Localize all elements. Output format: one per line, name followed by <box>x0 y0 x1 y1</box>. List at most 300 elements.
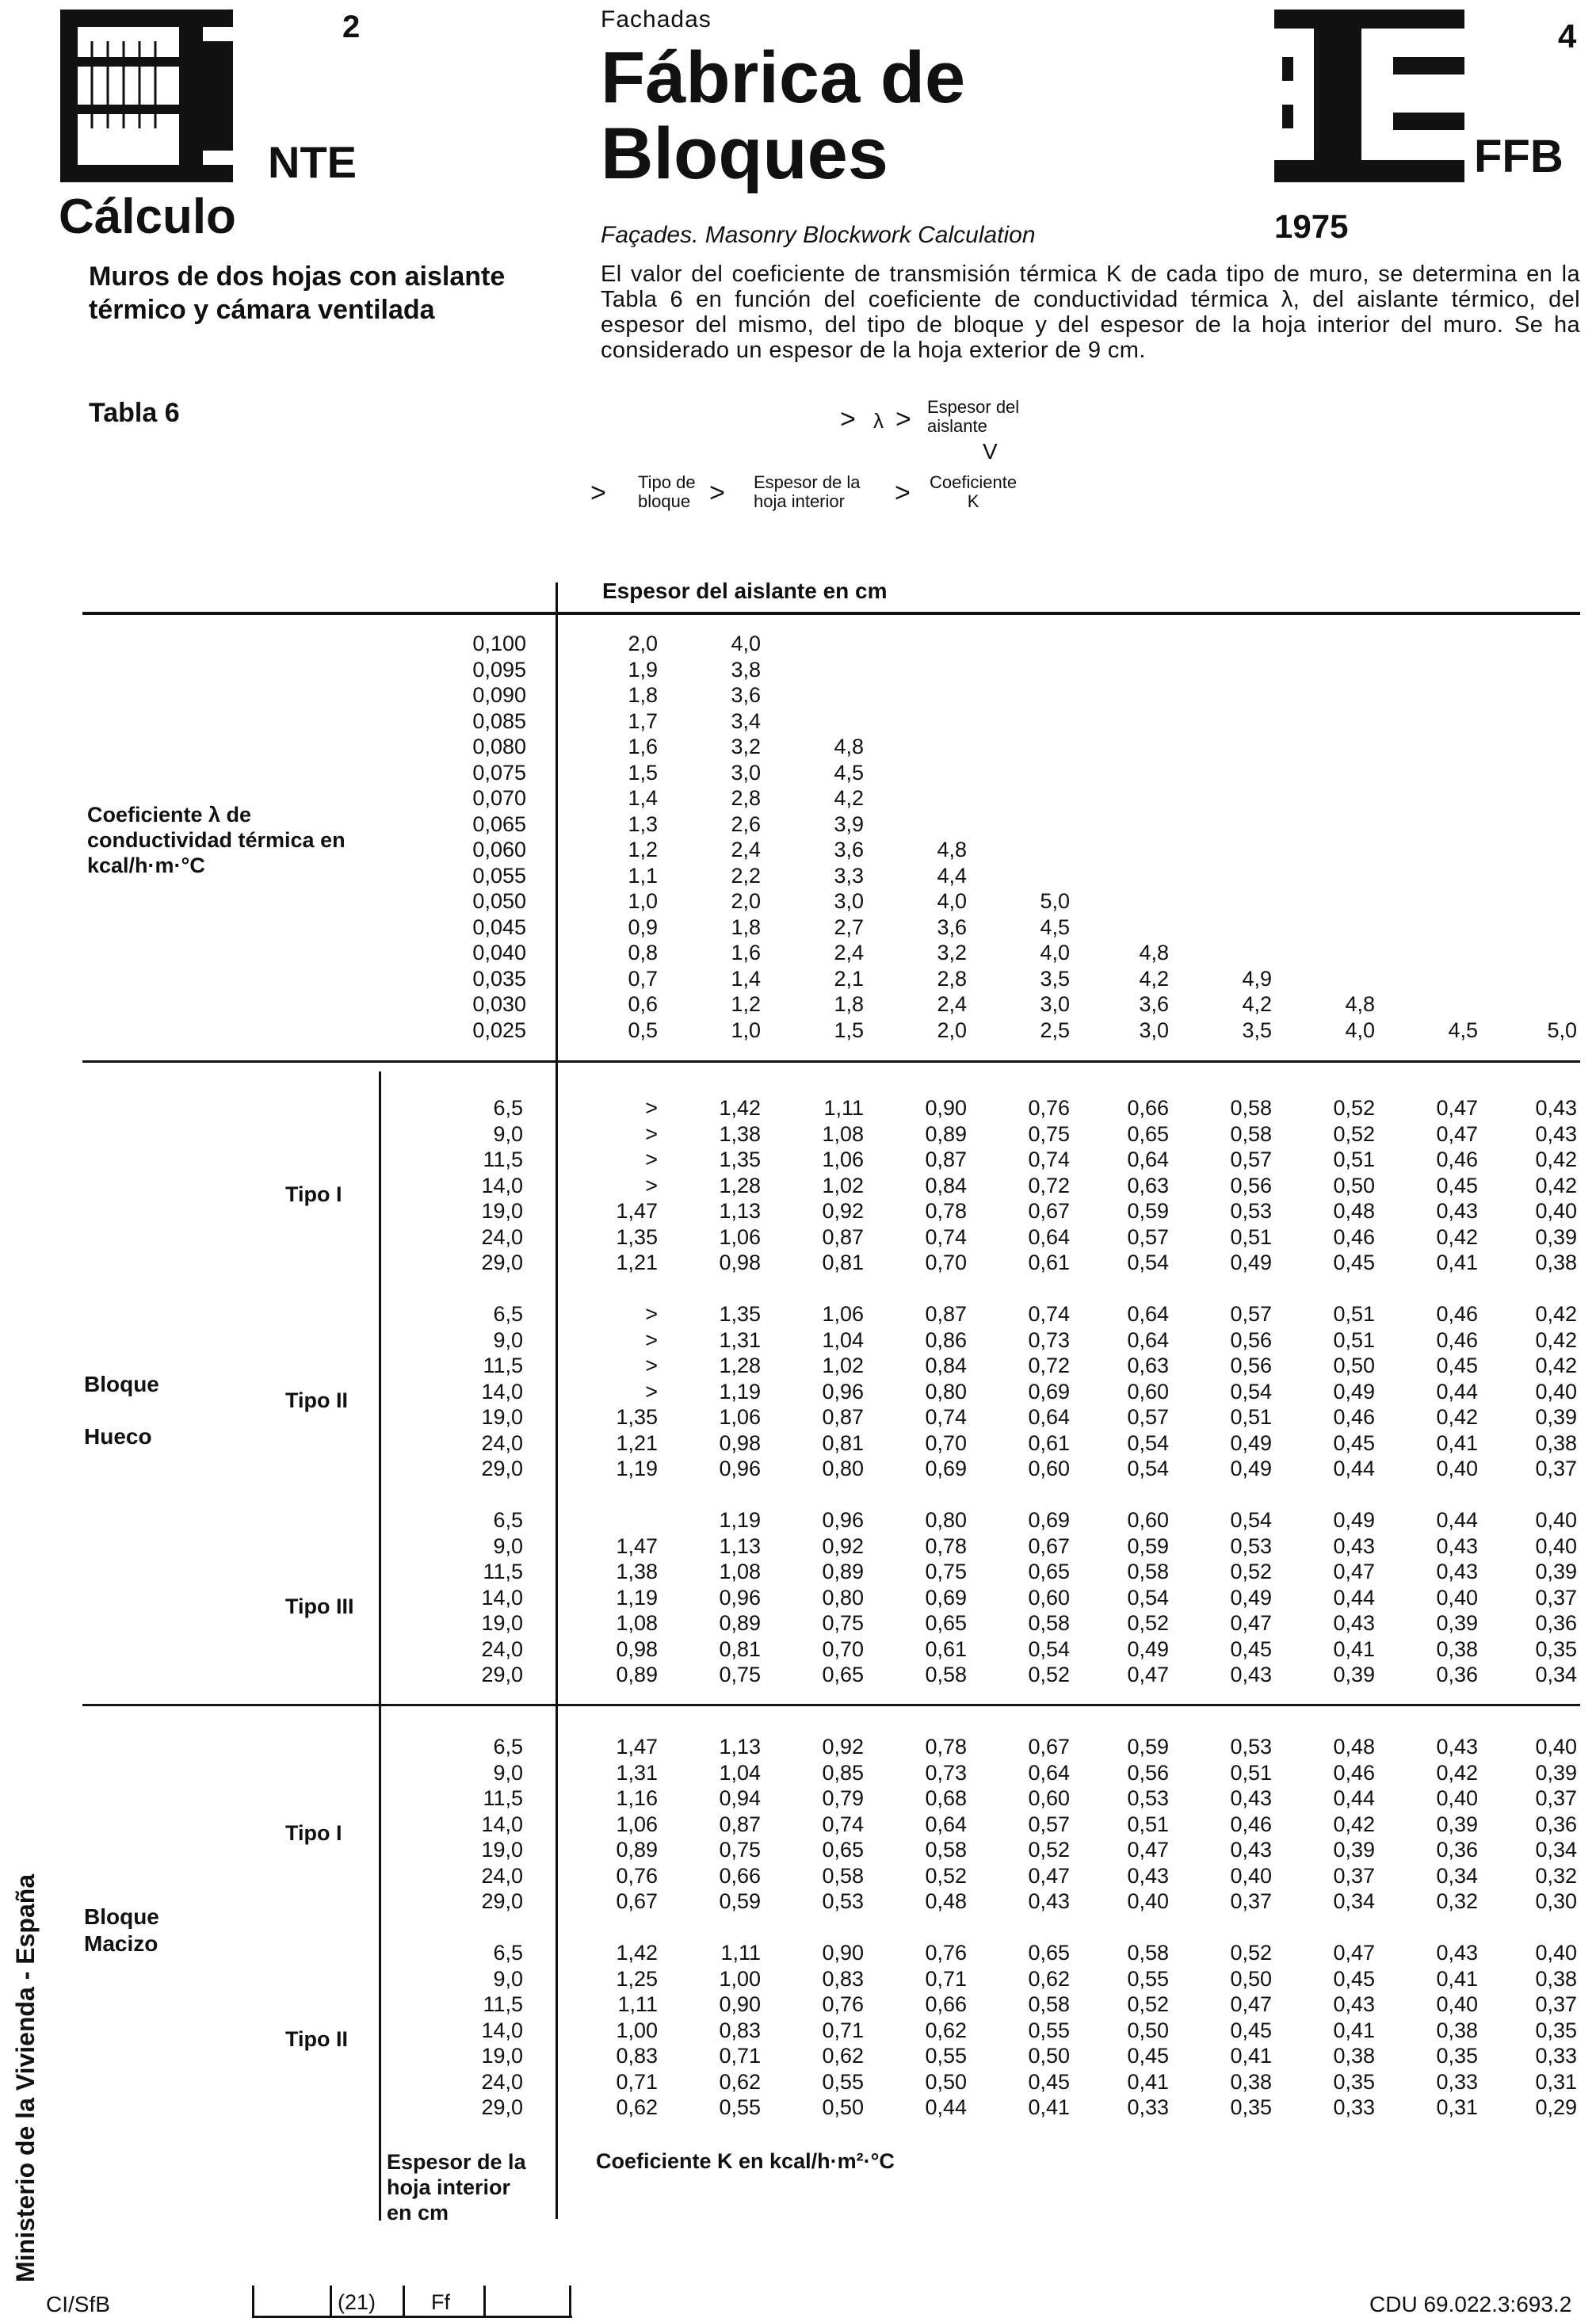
k-value-cell: 0,56 <box>1230 1327 1272 1352</box>
k-value-cell: 0,47 <box>1127 1663 1169 1686</box>
k-value-cell: 0,76 <box>925 1941 967 1965</box>
insulation-thickness-cell: 3,4 <box>731 708 761 733</box>
inner-thickness-value: 6,5 <box>493 1508 523 1532</box>
k-value-cell: 0,39 <box>1535 1405 1577 1429</box>
k-value-cell: 1,06 <box>719 1224 761 1249</box>
k-value-cell: 0,73 <box>925 1760 967 1785</box>
k-value-cell: 0,39 <box>1436 1611 1478 1635</box>
k-value-cell: 0,54 <box>1230 1508 1272 1532</box>
k-value-cell: 0,53 <box>1127 1786 1169 1810</box>
k-value-cell: 0,76 <box>1028 1096 1070 1120</box>
k-value-cell: 0,58 <box>1028 1992 1070 2016</box>
k-value-cell: 0,38 <box>1230 2069 1272 2094</box>
flow-coef: Coeficiente K <box>930 472 1018 511</box>
k-value-cell: 0,51 <box>1333 1148 1375 1171</box>
k-value-cell: 0,68 <box>925 1786 967 1810</box>
k-value-cell: 0,50 <box>1333 1354 1375 1377</box>
k-value-cell: 0,29 <box>1535 2095 1577 2119</box>
k-value-cell: 0,42 <box>1535 1327 1577 1352</box>
k-value-cell: 0,47 <box>1436 1121 1478 1146</box>
k-value-cell: 0,52 <box>1127 1611 1169 1635</box>
k-value-cell: 0,90 <box>719 1992 761 2016</box>
k-value-cell: 0,53 <box>1230 1735 1272 1759</box>
k-value-cell: 0,60 <box>1028 1457 1070 1480</box>
insulation-thickness-cell: 2,4 <box>731 838 761 861</box>
inner-thickness-value: 14,0 <box>481 1812 523 1836</box>
k-value-cell: 0,41 <box>1230 2044 1272 2068</box>
k-value-cell: 0,45 <box>1436 1173 1478 1197</box>
k-value-cell: 0,64 <box>1127 1148 1169 1171</box>
k-value-cell: 0,62 <box>1028 1966 1070 1991</box>
k-value-cell: 1,38 <box>719 1121 761 1146</box>
k-value-cell: 0,44 <box>1333 1786 1375 1810</box>
k-value-cell: 0,59 <box>1127 1735 1169 1759</box>
k-value-cell: 0,46 <box>1333 1760 1375 1785</box>
k-value-cell: 0,54 <box>1230 1379 1272 1404</box>
k-value-cell: 0,57 <box>1127 1405 1169 1429</box>
k-value-cell: 0,38 <box>1535 1430 1577 1455</box>
k-value-cell: 0,48 <box>1333 1735 1375 1759</box>
k-value-cell: 0,52 <box>1028 1663 1070 1686</box>
k-value-cell: 0,42 <box>1535 1354 1577 1377</box>
k-value-cell: 0,37 <box>1535 1786 1577 1810</box>
insulation-thickness-cell: 1,9 <box>628 657 658 682</box>
k-value-cell: 0,58 <box>925 1838 967 1862</box>
tipo-label: Tipo II <box>285 2027 348 2051</box>
k-value-cell: 0,69 <box>925 1585 967 1610</box>
k-value-cell: 0,51 <box>1333 1302 1375 1326</box>
k-value-cell: 0,47 <box>1230 1992 1272 2016</box>
k-value-cell: 0,55 <box>822 2069 864 2094</box>
insulation-thickness-cell: 1,1 <box>628 863 658 888</box>
k-value-cell: 0,60 <box>1127 1508 1169 1532</box>
k-value-cell: 0,51 <box>1230 1224 1272 1249</box>
insulation-thickness-cell: 4,5 <box>1448 1018 1478 1042</box>
k-value-cell: 0,40 <box>1127 1889 1169 1913</box>
insulation-thickness-cell: 4,5 <box>1040 915 1070 939</box>
lambda-label: Coeficiente λ de conductividad térmica en kcal/h·m·°C <box>87 803 346 877</box>
insulation-thickness-cell: 1,5 <box>628 760 658 785</box>
inner-thickness-value: 19,0 <box>481 1199 523 1223</box>
k-value-cell: 0,43 <box>1436 1735 1478 1759</box>
k-value-cell: 0,98 <box>719 1430 761 1455</box>
cisfb-ff: Ff <box>431 2290 450 2314</box>
k-value-cell: 0,40 <box>1436 1457 1478 1480</box>
k-value-cell: 0,47 <box>1230 1611 1272 1635</box>
k-value-cell: 0,61 <box>1028 1251 1070 1274</box>
ffb-logo <box>1274 10 1464 182</box>
k-value-cell: 0,42 <box>1535 1148 1577 1171</box>
k-value-cell: 0,52 <box>1127 1992 1169 2016</box>
chevron-right-icon: > <box>895 404 911 434</box>
k-value-cell: 0,80 <box>925 1379 967 1404</box>
insulation-thickness-cell: 4,0 <box>1040 941 1070 964</box>
insulation-thickness-cell: 2,0 <box>731 889 761 913</box>
tipo-divider-vertical <box>379 1071 381 2221</box>
chevron-right-icon: > <box>590 478 606 508</box>
k-value-cell: 1,06 <box>719 1405 761 1429</box>
k-value-cell: 0,80 <box>822 1457 864 1480</box>
k-value-cell: 0,45 <box>1127 2044 1169 2068</box>
k-value-cell: 0,46 <box>1436 1327 1478 1352</box>
inner-thickness-value: 6,5 <box>493 1735 523 1759</box>
k-value-cell: 0,41 <box>1028 2095 1070 2119</box>
inner-thickness-value: 11,5 <box>483 1560 523 1583</box>
k-value-cell: 1,31 <box>719 1327 761 1352</box>
k-value-cell: 0,51 <box>1230 1405 1272 1429</box>
k-value-cell: 0,30 <box>1535 1889 1577 1913</box>
k-value-cell: 0,96 <box>822 1379 864 1404</box>
k-value-cell: 0,52 <box>925 1863 967 1888</box>
k-value-cell: 0,49 <box>1230 1251 1272 1274</box>
k-value-cell: 0,71 <box>925 1966 967 1991</box>
insulation-thickness-cell: 2,5 <box>1040 1018 1070 1042</box>
inner-thickness-value: 9,0 <box>493 1121 523 1146</box>
k-value-cell: 0,46 <box>1436 1302 1478 1326</box>
inner-thickness-value: 29,0 <box>481 2095 523 2119</box>
k-value-cell: 0,53 <box>822 1889 864 1913</box>
insulation-thickness-cell: 1,6 <box>731 941 761 964</box>
k-value-cell: 0,39 <box>1333 1838 1375 1862</box>
k-value-cell: 1,13 <box>719 1533 761 1558</box>
k-value-cell: 0,43 <box>1028 1889 1070 1913</box>
k-value-cell: 1,02 <box>822 1173 864 1197</box>
k-value-cell: 0,49 <box>1333 1508 1375 1532</box>
subtitle: Muros de dos hojas con aislante térmico y cámara ventilada <box>89 262 506 325</box>
insulation-thickness-cell: 3,6 <box>834 838 864 861</box>
k-value-cell: 0,40 <box>1436 1786 1478 1810</box>
insulation-thickness-cell: 2,1 <box>834 966 864 991</box>
insulation-thickness-cell: 2,8 <box>731 786 761 810</box>
k-value-cell: 0,35 <box>1535 1636 1577 1661</box>
k-value-cell: 0,65 <box>1028 1941 1070 1965</box>
k-value-cell: 0,41 <box>1333 1636 1375 1661</box>
k-value-cell: 0,87 <box>719 1812 761 1836</box>
k-value-cell: 0,37 <box>1535 1992 1577 2016</box>
k-value-cell: 0,42 <box>1333 1812 1375 1836</box>
k-value-cell: 0,60 <box>1028 1585 1070 1610</box>
k-value-cell: 0,51 <box>1230 1760 1272 1785</box>
k-value-cell: 0,36 <box>1436 1838 1478 1862</box>
k-value-cell: 0,46 <box>1333 1405 1375 1429</box>
k-value-cell: 0,92 <box>822 1533 864 1558</box>
k-value-cell: 0,47 <box>1028 1863 1070 1888</box>
k-value-cell: 0,38 <box>1535 1966 1577 1991</box>
k-value-cell: 0,40 <box>1436 1992 1478 2016</box>
chevron-right-icon: > <box>840 404 856 434</box>
inner-thickness-value: 29,0 <box>481 1457 523 1480</box>
k-value-cell: 0,75 <box>1028 1121 1070 1146</box>
description: El valor del coeficiente de transmisión térmica K de cada tipo de muro, se determina en la Tabla 6 en función del coeficiente de conductividad térmica λ, del aislante térmico, del espesor del mismo, del tipo de bloque y del espesor de la hoja interior del muro. Se ha considerado un espesor de la hoja exterior de 9 cm. <box>601 262 1580 363</box>
k-value-cell: 0,89 <box>925 1121 967 1146</box>
k-value-cell: 0,94 <box>719 1786 761 1810</box>
k-value-cell: 0,38 <box>1535 1251 1577 1274</box>
insulation-thickness-cell: 4,8 <box>834 735 864 758</box>
k-value-cell: 1,11 <box>617 1992 658 2016</box>
k-value-cell: 0,34 <box>1535 1663 1577 1686</box>
lambda-value: 0,040 <box>472 941 526 964</box>
insulation-thickness-cell: 1,8 <box>628 683 658 707</box>
k-value-cell: 0,34 <box>1333 1889 1375 1913</box>
k-value-cell: 0,43 <box>1333 1611 1375 1635</box>
rule-hueco-bottom <box>82 1704 1580 1706</box>
k-value-cell: 0,42 <box>1535 1302 1577 1326</box>
k-value-cell: 0,59 <box>1127 1199 1169 1223</box>
inner-thickness-value: 14,0 <box>481 2018 523 2042</box>
inner-thickness-value: 9,0 <box>493 1327 523 1352</box>
k-value-cell: 0,50 <box>1230 1966 1272 1991</box>
k-value-cell: 0,89 <box>822 1560 864 1583</box>
k-value-cell: 0,56 <box>1230 1173 1272 1197</box>
k-value-cell: 0,89 <box>719 1611 761 1635</box>
k-value-cell: 0,70 <box>925 1251 967 1274</box>
k-value-cell: 0,40 <box>1230 1863 1272 1888</box>
k-value-cell: 0,83 <box>719 2018 761 2042</box>
insulation-thickness-cell: 4,0 <box>1345 1018 1375 1042</box>
k-value-cell: 0,69 <box>1028 1379 1070 1404</box>
k-value-cell: 0,39 <box>1535 1224 1577 1249</box>
hueco-label: Bloque Hueco <box>84 1372 159 1449</box>
inner-thickness-value: 29,0 <box>481 1889 523 1913</box>
k-value-cell: 0,50 <box>925 2069 967 2094</box>
k-value-cell: 0,36 <box>1535 1812 1577 1836</box>
k-value-cell: 0,58 <box>925 1663 967 1686</box>
k-value-cell: 1,19 <box>616 1585 658 1610</box>
k-value-cell: 0,45 <box>1333 1430 1375 1455</box>
k-value-cell: 0,50 <box>1127 2018 1169 2042</box>
k-value-cell: 0,42 <box>1436 1224 1478 1249</box>
insulation-thickness-cell: 2,4 <box>937 992 967 1016</box>
k-value-cell: 1,16 <box>616 1786 658 1810</box>
k-value-cell: 0,57 <box>1127 1224 1169 1249</box>
k-value-cell: 0,49 <box>1230 1430 1272 1455</box>
k-value-cell: 0,40 <box>1535 1941 1577 1965</box>
k-value-cell: 0,67 <box>1028 1199 1070 1223</box>
flow-lambda: λ <box>873 409 884 433</box>
k-value-cell: 0,47 <box>1436 1096 1478 1120</box>
k-value-cell: 1,11 <box>823 1096 864 1120</box>
k-value-cell: 0,39 <box>1436 1812 1478 1836</box>
k-value-cell: 1,06 <box>616 1812 658 1836</box>
insulation-thickness-cell: 4,9 <box>1242 966 1272 991</box>
k-value-cell: 0,34 <box>1535 1838 1577 1862</box>
k-value-cell: 0,65 <box>822 1838 864 1862</box>
k-value-cell: 0,42 <box>1436 1760 1478 1785</box>
k-value-cell: 0,67 <box>1028 1533 1070 1558</box>
lambda-value: 0,100 <box>472 632 526 655</box>
k-value-cell: 0,58 <box>1230 1096 1272 1120</box>
k-value-cell: 1,28 <box>719 1173 761 1197</box>
k-value-cell: 0,55 <box>1127 1966 1169 1991</box>
tipo-label: Tipo I <box>285 1182 342 1206</box>
k-value-cell: 0,37 <box>1535 1457 1577 1480</box>
insulation-thickness-cell: 1,7 <box>628 708 658 733</box>
k-value-cell: 1,00 <box>719 1966 761 1991</box>
inner-thickness-value: 11,5 <box>483 1992 523 2016</box>
lambda-value: 0,055 <box>472 863 526 888</box>
insulation-thickness-cell: 3,5 <box>1242 1018 1272 1042</box>
k-value-cell: 0,76 <box>616 1863 658 1888</box>
k-value-cell: 0,43 <box>1436 1533 1478 1558</box>
table-number: Tabla 6 <box>89 398 180 428</box>
insulation-thickness-cell: 1,6 <box>628 735 658 758</box>
inner-thickness-value: 24,0 <box>481 1224 523 1249</box>
k-value-cell: 0,98 <box>719 1251 761 1274</box>
k-value-cell: 1,19 <box>616 1457 658 1480</box>
inner-thickness-value: 14,0 <box>481 1585 523 1610</box>
k-value-cell: 0,42 <box>1436 1405 1478 1429</box>
insulation-thickness-cell: 1,8 <box>731 915 761 939</box>
k-value-cell: 1,04 <box>719 1760 761 1785</box>
k-value-cell: 0,59 <box>1127 1533 1169 1558</box>
chevron-right-icon: > <box>709 478 725 508</box>
tipo-label: Tipo III <box>285 1594 354 1618</box>
k-value-cell: 0,44 <box>1436 1508 1478 1532</box>
k-value-cell: 0,43 <box>1127 1863 1169 1888</box>
k-value-cell: 0,64 <box>1127 1302 1169 1326</box>
k-value-cell: 0,54 <box>1127 1251 1169 1274</box>
k-value-cell: 1,08 <box>616 1611 658 1635</box>
k-value-cell: 0,83 <box>822 1966 864 1991</box>
inner-thickness-value: 14,0 <box>481 1379 523 1404</box>
k-value-cell: 0,61 <box>1028 1430 1070 1455</box>
inner-thickness-value: 9,0 <box>493 1966 523 1991</box>
inner-thickness-value: 11,5 <box>483 1786 523 1810</box>
k-value-cell: 0,39 <box>1535 1560 1577 1583</box>
k-value-cell: 0,49 <box>1333 1379 1375 1404</box>
insulation-thickness-cell: 4,2 <box>1139 966 1169 991</box>
k-value-cell: 1,31 <box>616 1760 658 1785</box>
k-value-cell: 1,11 <box>720 1941 761 1965</box>
k-value-cell: 0,52 <box>1028 1838 1070 1862</box>
k-value-cell: 0,48 <box>925 1889 967 1913</box>
k-value-cell: 0,55 <box>719 2095 761 2119</box>
insulation-thickness-cell: 2,6 <box>731 812 761 836</box>
k-value-cell: 1,06 <box>822 1302 864 1326</box>
k-value-cell: 0,52 <box>1230 1941 1272 1965</box>
k-value-cell: 0,61 <box>925 1636 967 1661</box>
insulation-thickness-cell: 2,0 <box>628 632 658 655</box>
k-value-cell: 0,45 <box>1333 1251 1375 1274</box>
flow-diagram-row2 <box>590 472 1066 519</box>
k-value-cell: > <box>645 1379 658 1404</box>
k-value-cell: 0,62 <box>822 2044 864 2068</box>
k-value-cell: 0,57 <box>1028 1812 1070 1836</box>
k-value-cell: 0,81 <box>822 1430 864 1455</box>
k-value-cell: 1,28 <box>719 1354 761 1377</box>
k-value-cell: 0,43 <box>1230 1838 1272 1862</box>
k-value-cell: 0,96 <box>822 1508 864 1532</box>
k-value-cell: 1,19 <box>719 1508 761 1532</box>
lambda-value: 0,030 <box>472 992 526 1016</box>
k-value-cell: 1,13 <box>719 1735 761 1759</box>
k-value-cell: 0,40 <box>1436 1585 1478 1610</box>
k-value-cell: 0,46 <box>1333 1224 1375 1249</box>
k-value-cell: 1,08 <box>719 1560 761 1583</box>
k-value-cell: 0,38 <box>1333 2044 1375 2068</box>
k-value-cell: 0,70 <box>925 1430 967 1455</box>
k-value-cell: 0,84 <box>925 1354 967 1377</box>
k-value-cell: 0,43 <box>1333 1533 1375 1558</box>
k-value-cell: 0,41 <box>1333 2018 1375 2042</box>
inner-thickness-value: 9,0 <box>493 1760 523 1785</box>
cisfb-code: (21) <box>338 2290 376 2314</box>
k-value-cell: 1,04 <box>822 1327 864 1352</box>
k-value-cell: 0,79 <box>822 1786 864 1810</box>
k-value-cell: 0,60 <box>1127 1379 1169 1404</box>
k-value-cell: 1,25 <box>616 1966 658 1991</box>
insulation-thickness-cell: 2,8 <box>937 966 967 991</box>
k-value-cell: 1,38 <box>616 1560 658 1583</box>
k-value-cell: 0,38 <box>1436 1636 1478 1661</box>
insulation-thickness-cell: 4,5 <box>834 760 864 785</box>
k-value-cell: 0,64 <box>1028 1224 1070 1249</box>
nte-logo <box>60 10 233 182</box>
k-value-cell: 0,65 <box>1127 1121 1169 1146</box>
k-value-cell: > <box>645 1173 658 1197</box>
k-value-cell: 1,42 <box>616 1941 658 1965</box>
inner-thickness-value: 6,5 <box>493 1302 523 1326</box>
k-value-cell: 1,21 <box>616 1430 658 1455</box>
category: Fachadas <box>601 6 712 32</box>
k-value-cell: 0,49 <box>1127 1636 1169 1661</box>
k-value-cell: > <box>645 1096 658 1120</box>
k-value-cell: 0,75 <box>822 1611 864 1635</box>
k-value-cell: 0,44 <box>1436 1379 1478 1404</box>
insulation-thickness-cell: 3,6 <box>731 683 761 707</box>
insulation-thickness-cell: 4,0 <box>731 632 761 655</box>
k-value-cell: 0,76 <box>822 1992 864 2016</box>
k-value-cell: 0,40 <box>1535 1735 1577 1759</box>
k-value-cell: 0,89 <box>616 1838 658 1862</box>
k-value-cell: 0,47 <box>1333 1941 1375 1965</box>
tipo-label: Tipo II <box>285 1388 348 1412</box>
k-value-cell: 0,35 <box>1230 2095 1272 2119</box>
k-value-cell: 1,00 <box>616 2018 658 2042</box>
k-value-cell: 0,65 <box>925 1611 967 1635</box>
k-value-cell: 0,37 <box>1333 1863 1375 1888</box>
insulation-thickness-cell: 1,4 <box>731 966 761 991</box>
k-value-cell: 0,64 <box>1028 1760 1070 1785</box>
k-value-cell: 0,42 <box>1535 1173 1577 1197</box>
lambda-value: 0,080 <box>472 735 526 758</box>
k-value-cell: 0,43 <box>1333 1992 1375 2016</box>
k-value-cell: 0,73 <box>1028 1327 1070 1352</box>
insulation-thickness-cell: 0,6 <box>628 992 658 1016</box>
k-value-cell: 0,65 <box>1028 1560 1070 1583</box>
k-value-cell: > <box>645 1327 658 1352</box>
k-value-cell: 0,67 <box>616 1889 658 1913</box>
k-value-cell: 0,92 <box>822 1735 864 1759</box>
insulation-thickness-cell: 2,0 <box>937 1018 967 1042</box>
k-value-cell: 0,57 <box>1230 1302 1272 1326</box>
lambda-value: 0,065 <box>472 812 526 836</box>
k-value-cell: 0,44 <box>925 2095 967 2119</box>
k-value-cell: 0,75 <box>719 1663 761 1686</box>
k-value-cell: 0,49 <box>1230 1457 1272 1480</box>
k-value-cell: 0,48 <box>1333 1199 1375 1223</box>
insulation-thickness-cell: 0,5 <box>628 1018 658 1042</box>
k-value-cell: 0,85 <box>822 1760 864 1785</box>
insulation-thickness-cell: 4,0 <box>937 889 967 913</box>
insulation-thickness-cell: 3,9 <box>834 812 864 836</box>
cisfb-box <box>252 2286 572 2317</box>
flow-tipo: Tipo de bloque <box>638 472 696 511</box>
k-value-cell: 0,41 <box>1436 1430 1478 1455</box>
inner-thickness-value: 24,0 <box>481 1863 523 1888</box>
lambda-value: 0,070 <box>472 786 526 810</box>
lambda-value: 0,085 <box>472 708 526 733</box>
